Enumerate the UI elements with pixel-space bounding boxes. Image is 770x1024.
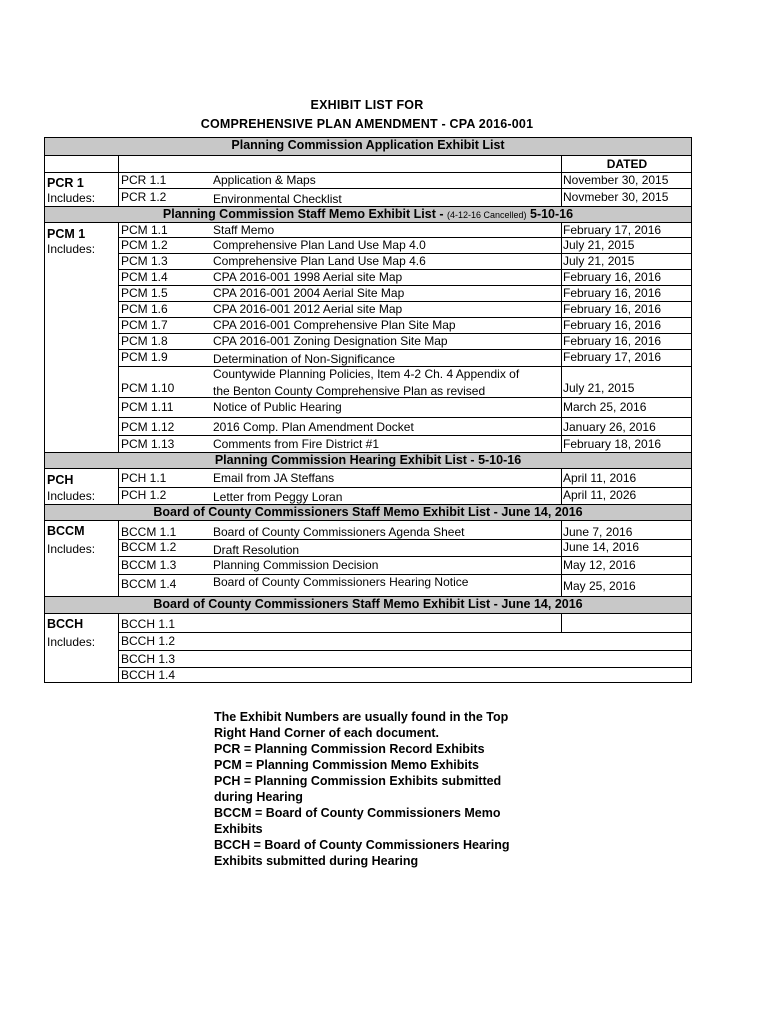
exhibit-code: PCM 1.9 [121,350,168,364]
group-label-bcch: BCCH [47,617,84,631]
exhibit-description: Comments from Fire District #1 [213,437,380,451]
exhibit-code: PCM 1.13 [121,437,175,451]
exhibit-description: Draft Resolution [213,543,300,557]
includes-label: Includes: [47,242,96,256]
exhibit-description-continued: the Benton County Comprehensive Plan as revised [213,384,486,398]
section-header-pcr: Planning Commission Application Exhibit List [45,138,691,156]
exhibit-date: March 25, 2016 [563,400,647,414]
legend-note-line: Exhibits submitted during Hearing [214,854,419,868]
exhibit-description: Notice of Public Hearing [213,400,342,414]
section-header-pcm: Planning Commission Staff Memo Exhibit List - (4-12-16 Cancelled) 5-10-16 [45,206,691,223]
group-label-pch: PCH [47,473,74,487]
includes-label: Includes: [47,191,96,205]
exhibit-date: Novmeber 30, 2015 [563,190,669,204]
group-label-pcm: PCM 1 [47,227,86,241]
legend-note-line: PCH = Planning Commission Exhibits submitted [214,774,502,788]
exhibit-code: BCCM 1.1 [121,525,177,539]
dated-header: DATED [606,157,648,171]
exhibit-code: PCM 1.10 [121,381,175,395]
exhibit-description: Board of County Commissioners Hearing Notice [213,575,469,589]
exhibit-code: BCCH 1.3 [121,652,176,666]
exhibit-date: February 16, 2016 [563,302,662,316]
exhibit-date: July 21, 2015 [563,381,635,395]
exhibit-description: CPA 2016-001 Zoning Designation Site Map [213,334,448,348]
includes-label: Includes: [47,542,96,556]
exhibit-code: PCM 1.12 [121,420,175,434]
document-title: EXHIBIT LIST FOR [310,98,424,112]
exhibit-description: 2016 Comp. Plan Amendment Docket [213,420,414,434]
exhibit-description: CPA 2016-001 2012 Aerial site Map [213,302,403,316]
exhibit-code: BCCM 1.2 [121,540,177,554]
exhibit-code: PCR 1.2 [121,190,167,204]
group-label-bccm: BCCM [47,524,85,538]
exhibit-description: Comprehensive Plan Land Use Map 4.6 [213,254,426,268]
section-header-bcch: Board of County Commissioners Staff Memo Exhibit List - June 14, 2016 [45,596,691,614]
exhibit-description: CPA 2016-001 Comprehensive Plan Site Map [213,318,456,332]
exhibit-code: PCH 1.1 [121,471,167,485]
exhibit-date: February 16, 2016 [563,318,662,332]
exhibit-description: Planning Commission Decision [213,558,379,572]
legend-note-line: Right Hand Corner of each document. [214,726,440,740]
exhibit-date: July 21, 2015 [563,238,635,252]
exhibit-description: Determination of Non-Significance [213,352,396,366]
exhibit-description: Staff Memo [213,223,275,237]
exhibit-code: BCCH 1.2 [121,634,176,648]
exhibit-description: Countywide Planning Policies, Item 4-2 Ch. 4 Appendix of [213,367,520,381]
exhibit-code: PCM 1.2 [121,238,168,252]
exhibit-date: February 18, 2016 [563,437,662,451]
exhibit-code: PCM 1.6 [121,302,168,316]
exhibit-description: Board of County Commissioners Agenda Sheet [213,525,465,539]
exhibit-code: PCM 1.8 [121,334,168,348]
exhibit-date: April 11, 2016 [563,471,637,485]
exhibit-date: May 25, 2016 [563,579,636,593]
exhibit-date: November 30, 2015 [563,173,669,187]
includes-label: Includes: [47,635,96,649]
legend-note-line: PCM = Planning Commission Memo Exhibits [214,758,479,772]
exhibit-code: BCCM 1.3 [121,558,177,572]
section-header-bccm: Board of County Commissioners Staff Memo Exhibit List - June 14, 2016 [45,504,691,521]
exhibit-date: February 16, 2016 [563,334,662,348]
exhibit-code: BCCM 1.4 [121,577,177,591]
exhibit-date: February 17, 2016 [563,223,662,237]
exhibit-date: May 12, 2016 [563,558,636,572]
legend-note-line: BCCM = Board of County Commissioners Memo [214,806,501,820]
legend-note-line: BCCH = Board of County Commissioners Hearing [214,838,510,852]
exhibit-code: PCM 1.7 [121,318,168,332]
exhibit-date: February 16, 2016 [563,270,662,284]
exhibit-date: April 11, 2026 [563,488,637,502]
includes-label: Includes: [47,489,96,503]
exhibit-description: CPA 2016-001 1998 Aerial site Map [213,270,403,284]
exhibit-code: BCCH 1.4 [121,668,176,682]
exhibit-date: June 14, 2016 [563,540,640,554]
exhibit-description: Email from JA Steffans [213,471,335,485]
exhibit-code: PCM 1.11 [121,400,174,414]
exhibit-code: PCM 1.3 [121,254,168,268]
exhibit-description: Application & Maps [213,173,316,187]
section-header-pch: Planning Commission Hearing Exhibit List - 5-10-16 [45,452,691,469]
exhibit-code: PCM 1.4 [121,270,168,284]
exhibit-date: February 17, 2016 [563,350,662,364]
exhibit-description: Environmental Checklist [213,192,342,206]
exhibit-description: Letter from Peggy Loran [213,490,343,504]
group-label-pcr: PCR 1 [47,176,84,190]
exhibit-code: PCM 1.5 [121,286,168,300]
exhibit-date: February 16, 2016 [563,286,662,300]
legend-note-line: Exhibits [214,822,263,836]
exhibit-date: July 21, 2015 [563,254,635,268]
exhibit-table [44,137,692,683]
exhibit-code: PCH 1.2 [121,488,167,502]
legend-notes [214,709,554,869]
legend-note-line: during Hearing [214,790,303,804]
document-subtitle: COMPREHENSIVE PLAN AMENDMENT - CPA 2016-001 [200,117,534,131]
exhibit-code: BCCH 1.1 [121,617,176,631]
exhibit-date: January 26, 2016 [563,420,656,434]
exhibit-code: PCR 1.1 [121,173,167,187]
exhibit-description: Comprehensive Plan Land Use Map 4.0 [213,238,426,252]
exhibit-description: CPA 2016-001 2004 Aerial Site Map [213,286,405,300]
legend-note-line: PCR = Planning Commission Record Exhibits [214,742,485,756]
exhibit-code: PCM 1.1 [121,223,168,237]
exhibit-date: June 7, 2016 [563,525,633,539]
legend-note-line: The Exhibit Numbers are usually found in the Top [214,710,509,724]
